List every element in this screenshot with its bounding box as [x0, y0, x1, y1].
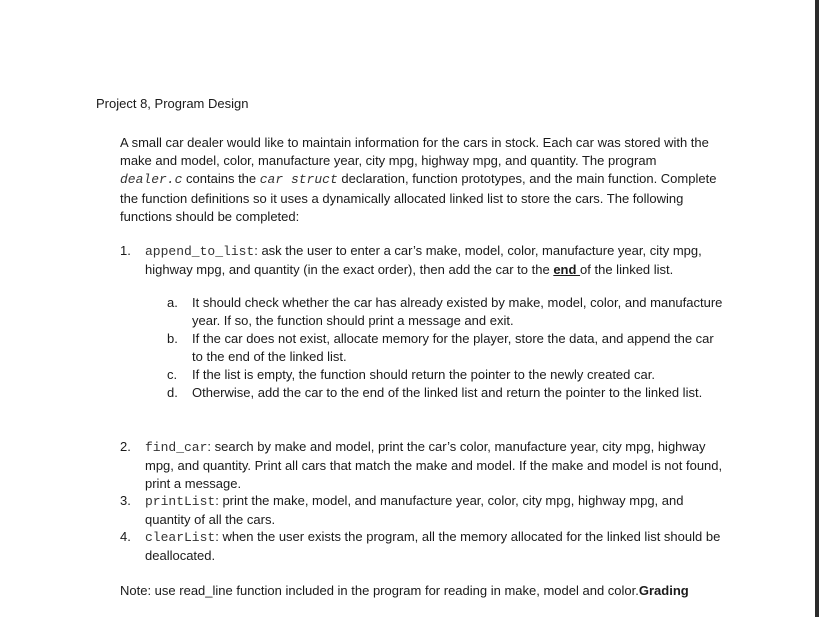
grading-heading: Grading — [638, 583, 689, 598]
function-name: clearList — [145, 530, 216, 545]
emphasis-end: end — [553, 262, 581, 277]
sub-text: If the list is empty, the function should return the pointer to the newly created car. — [192, 367, 655, 382]
sub-text: It should check whether the car has already existed by make, model, color, and manufacture year. If so, the function should print a message and exit. — [192, 295, 723, 328]
function-name: append_to_list — [145, 244, 255, 259]
note-line — [120, 583, 740, 598]
page-edge-bar — [815, 0, 819, 617]
sub-list-item — [167, 294, 727, 330]
sub-list-item — [167, 384, 727, 402]
intro-code-struct: car struct — [259, 172, 338, 188]
list-item — [120, 242, 725, 279]
sub-letter: b. — [167, 331, 178, 346]
intro-filename: dealer.c — [120, 172, 183, 188]
list-number: 3. — [120, 493, 131, 508]
sub-letter: d. — [167, 385, 178, 400]
sub-text: Otherwise, add the car to the end of the linked list and return the pointer to the linked list. — [192, 385, 703, 400]
item-text: : ask the user to enter a car’s make, model, color, manufacture year, city mpg, highway mpg, and quantity (in the exact order), then add the car to the — [145, 243, 702, 277]
item-text-tail: of the linked list. — [580, 262, 674, 277]
list-number: 2. — [120, 439, 131, 454]
intro-text-3: declaration, function prototypes, and the main function. Complete the function definitions so it uses a dynamically allocated linked list to store the cars. The following functions should be completed: — [120, 171, 717, 224]
item-text: : print the make, model, and manufacture year, color, city mpg, highway mpg, and quantity of all the cars. — [145, 493, 684, 527]
intro-text-2: contains the — [182, 171, 260, 187]
list-number: 4. — [120, 529, 131, 544]
note-text: Note: use read_line function included in the program for reading in make, model and color. — [120, 583, 639, 598]
list-item — [120, 528, 725, 565]
function-name: printList — [145, 494, 216, 509]
list-number: 1. — [120, 243, 131, 258]
document-title: Project 8, Program Design — [96, 96, 249, 111]
sub-list-item — [167, 366, 727, 384]
sub-list-item — [167, 330, 727, 366]
function-name: find_car — [145, 440, 208, 455]
item-text: : when the user exists the program, all the memory allocated for the linked list should be deallocated. — [145, 529, 721, 563]
sub-text: If the car does not exist, allocate memory for the player, store the data, and append the car to the end of the linked list. — [192, 331, 714, 364]
sub-letter: a. — [167, 295, 178, 310]
intro-text-1: A small car dealer would like to maintain information for the cars in stock. Each car was stored with the make and model, color, manufacture year, city mpg, highway mpg, and quantity. The program — [120, 135, 709, 169]
sub-letter: c. — [167, 367, 178, 382]
list-item — [120, 438, 725, 493]
list-item — [120, 492, 725, 529]
intro-paragraph — [120, 134, 720, 226]
item-text: : search by make and model, print the car’s color, manufacture year, city mpg, highway mpg, and quantity. Print all cars that match the make and model. If the make and model is not found, print a message. — [145, 439, 723, 491]
